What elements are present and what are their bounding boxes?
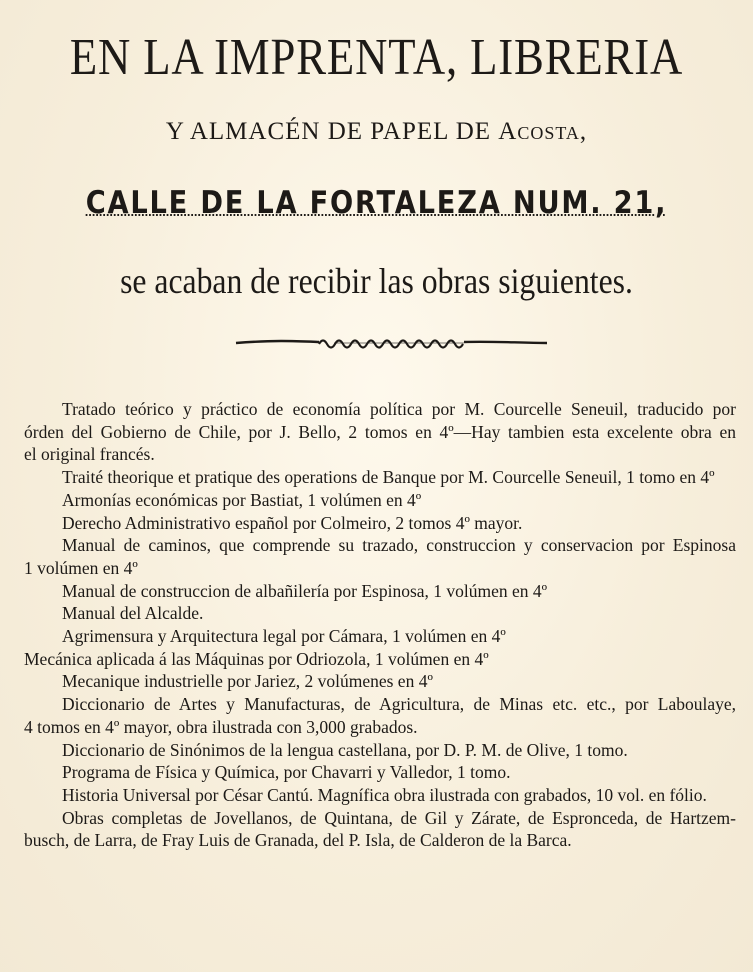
text-line: Historia Universal por César Cantú. Magnífica obra ilustrada con grabados, 10 vol. en fólio. <box>62 784 707 805</box>
page-subtitle <box>0 118 753 146</box>
book-list <box>24 398 736 852</box>
street-address: CALLE DE LA FORTALEZA NUM. 21, <box>85 185 668 221</box>
text-line: 1 volúmen en 4º <box>24 557 138 578</box>
text-line: órden del Gobierno de Chile, por J. Bello, 2 tomos en 4º—Hay tambien esta excelente obra en <box>24 421 736 442</box>
text-line: Manual de caminos, que comprende su trazado, construccion y conservacion por Espinosa <box>62 535 736 556</box>
text-line: Derecho Administrativo español por Colmeiro, 2 tomos 4º mayor. <box>62 512 523 533</box>
ornament-rule <box>234 331 549 355</box>
text-line: Programa de Física y Química, por Chavarri y Valledor, 1 tomo. <box>62 762 511 783</box>
text-line: Manual de construccion de albañilería por Espinosa, 1 volúmen en 4º <box>62 580 548 601</box>
text-line: Diccionario de Artes y Manufacturas, de Agricultura, de Minas etc. etc., por Laboulaye, <box>62 694 736 715</box>
subtitle-prefix: Y ALMACÉN DE PAPEL DE <box>165 118 499 145</box>
text-line: Diccionario de Sinónimos de la lengua castellana, por D. P. M. de Olive, 1 tomo. <box>62 739 628 760</box>
text-line: Agrimensura y Arquitectura legal por Cámara, 1 volúmen en 4º <box>62 626 506 647</box>
text-line: Tratado teórico y práctico de economía política por M. Courcelle Seneuil, traducido por <box>62 399 736 419</box>
headline: se acaban de recibir las obras siguientes. <box>120 261 633 301</box>
text-line: Mecánica aplicada á las Máquinas por Odriozola, 1 volúmen en 4º <box>24 648 489 669</box>
text-line: Mecanique industrielle por Jariez, 2 volúmenes en 4º <box>62 671 433 692</box>
text-line: 4 tomos en 4º mayor, obra ilustrada con 3,000 grabados. <box>24 716 418 737</box>
text-line: el original francés. <box>24 444 155 465</box>
text-line: Armonías económicas por Bastiat, 1 volúmen en 4º <box>62 489 422 510</box>
text-line: Traité theorique et pratique des operations de Banque por M. Courcelle Seneuil, 1 tomo en 4º <box>62 467 715 488</box>
text-line: busch, de Larra, de Fray Luis de Granada, del P. Isla, de Calderon de la Barca. <box>24 830 572 851</box>
subtitle-name: Acosta, <box>498 118 588 145</box>
page-title: EN LA IMPRENTA, LIBRERIA <box>69 29 684 86</box>
text-line: Obras completas de Jovellanos, de Quintana, de Gil y Zárate, de Espronceda, de Hartzem- <box>62 807 736 828</box>
text-line: Manual del Alcalde. <box>62 603 204 624</box>
